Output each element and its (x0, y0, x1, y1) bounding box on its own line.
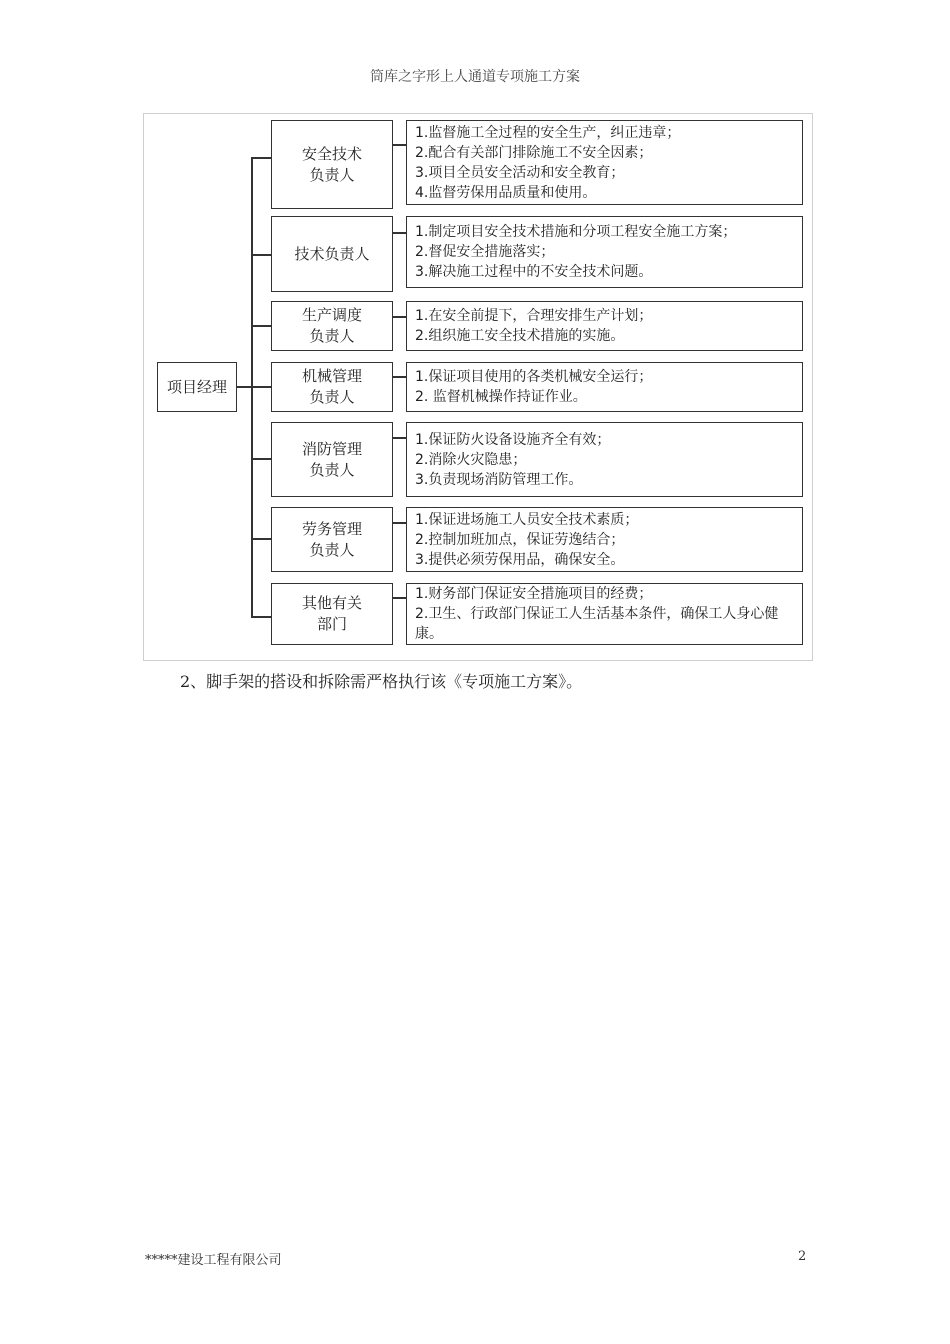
duty-item: 1.保证进场施工人员安全技术素质； (415, 511, 639, 528)
duty-item: 3.提供必须劳保用品，确保安全。 (415, 551, 625, 568)
duty-item: 1.制定项目安全技术措施和分项工程安全施工方案； (415, 224, 737, 240)
role-label: 安全技术 负责人 (301, 144, 362, 184)
role-box-safety-tech (271, 120, 393, 209)
org-root-box (157, 362, 237, 412)
role-label: 其他有关 部门 (301, 594, 362, 633)
branch-connector (251, 538, 272, 540)
branch-connector (251, 254, 272, 256)
duty-item: 1.在安全前提下，合理安排生产计划； (415, 308, 653, 324)
duty-item: 1.保证防火设备设施齐全有效； (415, 431, 611, 448)
duty-connector (393, 522, 406, 524)
footer-company: *****建设工程有限公司 (145, 1253, 282, 1268)
role-label: 技术负责人 (294, 244, 370, 263)
role-label: 机械管理 负责人 (301, 367, 362, 406)
branch-connector (251, 458, 272, 460)
duty-connector (393, 437, 406, 439)
branch-connector (251, 386, 272, 388)
role-box-fire (271, 422, 393, 497)
duty-item: 1.财务部门保证安全措施项目的经费； (415, 586, 653, 602)
duty-item: 3.解决施工过程中的不安全技术问题。 (415, 264, 653, 280)
org-chart (143, 113, 813, 661)
duty-connector (393, 232, 406, 234)
duty-connector (393, 376, 406, 378)
duty-item: 2.卫生、行政部门保证工人生活基本条件，确保工人身心健康。 (415, 606, 779, 642)
branch-connector (251, 325, 272, 327)
page-number: 2 (798, 1249, 807, 1264)
role-box-other-depts (271, 583, 393, 645)
duty-connector (393, 144, 406, 146)
role-label: 消防管理 负责人 (301, 439, 362, 479)
page-header-title: 筒库之字形上人通道专项施工方案 (370, 69, 580, 85)
role-box-labor (271, 507, 393, 572)
role-label: 劳务管理 负责人 (301, 519, 362, 559)
duty-box (406, 120, 803, 205)
org-root-label: 项目经理 (166, 377, 227, 396)
duty-item: 2.控制加班加点，保证劳逸结合； (415, 531, 625, 548)
duty-item: 2.督促安全措施落实； (415, 244, 555, 260)
duty-item: 2.配合有关部门排除施工不安全因素； (415, 144, 653, 161)
duty-item: 2.消除火灾隐患； (415, 451, 527, 468)
branch-connector (251, 616, 272, 618)
duty-item: 4.监督劳保用品质量和使用。 (415, 184, 597, 201)
root-connector (237, 386, 252, 388)
duty-item: 1.监督施工全过程的安全生产，纠正违章； (415, 124, 681, 141)
role-label: 生产调度 负责人 (301, 306, 362, 345)
body-paragraph: 2、脚手架的搭设和拆除需严格执行该《专项施工方案》。 (180, 672, 583, 691)
duty-box (406, 362, 803, 412)
duty-box (406, 216, 803, 288)
role-box-machinery (271, 362, 393, 412)
duty-item: 1.保证项目使用的各类机械安全运行； (415, 369, 653, 385)
duty-item: 2.组织施工安全技术措施的实施。 (415, 328, 625, 344)
duty-item: 3.负责现场消防管理工作。 (415, 471, 583, 488)
duty-connector (393, 316, 406, 318)
role-box-tech (271, 216, 393, 292)
duty-connector (393, 597, 406, 599)
role-box-production (271, 301, 393, 351)
duty-box (406, 583, 803, 645)
duty-box (406, 422, 803, 497)
duty-item: 2. 监督机械操作持证作业。 (415, 389, 587, 405)
branch-connector (251, 157, 272, 159)
duty-box (406, 301, 803, 351)
duty-item: 3.项目全员安全活动和安全教育； (415, 164, 625, 181)
duty-box (406, 507, 803, 572)
